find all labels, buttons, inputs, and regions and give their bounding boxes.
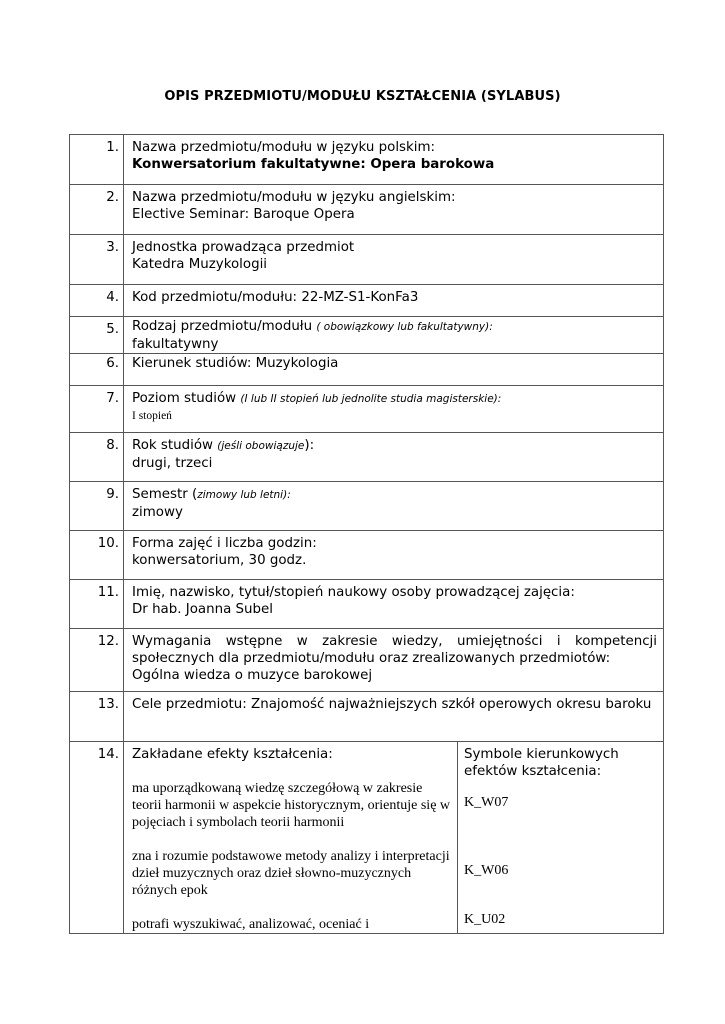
row-number: 11.	[97, 585, 119, 600]
row-number: 10.	[97, 536, 119, 551]
course-objectives: Cele przedmiotu: Znajomość najważniejszych szkół operowych okresu baroku	[132, 697, 652, 712]
row-label: Rodzaj przedmiotu/modułu	[132, 319, 313, 334]
row-number: 6.	[106, 356, 119, 371]
row-label: Jednostka prowadząca przedmiot	[132, 240, 355, 255]
table-row	[70, 235, 664, 285]
table-row	[70, 531, 664, 580]
row-number: 14.	[97, 747, 119, 762]
course-name-en: Elective Seminar: Baroque Opera	[132, 207, 355, 222]
row-label: Forma zajęć i liczba godzin:	[132, 536, 317, 551]
outcome-symbol: K_U02	[464, 912, 506, 927]
table-row	[70, 692, 664, 742]
row-label: Wymagania wstępne w zakresie wiedzy, umiejętności i kompetencji społecznych dla przedmiotu/modułu oraz zrealizowanych przedmiotów:	[132, 634, 657, 666]
row-label: Rok studiów	[132, 438, 213, 453]
study-year-value: drugi, trzeci	[132, 456, 213, 471]
row-hint: (I lub II stopień lub jednolite studia magisterskie)	[240, 393, 498, 405]
table-row	[70, 629, 664, 692]
prerequisites-value: Ogólna wiedza o muzyce barokowej	[132, 668, 373, 683]
row-label: Poziom studiów	[132, 391, 237, 406]
row-hint: zimowy lub letni)	[197, 489, 288, 501]
syllabus-table	[69, 134, 664, 934]
course-name-pl: Konwersatorium fakultatywne: Opera barokowa	[132, 157, 495, 172]
table-row	[70, 185, 664, 235]
outcome-symbol: K_W06	[464, 863, 509, 878]
study-level-value: I stopień	[132, 410, 172, 422]
document-title: OPIS PRZEDMIOTU/MODUŁU KSZTAŁCENIA (SYLABUS)	[164, 89, 561, 104]
outcome-symbols-cell	[458, 742, 664, 934]
row-number: 7.	[106, 391, 119, 406]
row-number: 3.	[106, 240, 119, 255]
table-row: 7. Poziom studiów (I lub II stopień lub jednolite studia magisterskie): I stopień	[70, 386, 664, 433]
field-of-study: Kierunek studiów: Muzykologia	[132, 356, 339, 371]
table-row: 8. Rok studiów (jeśli obowiązuje): drugi, trzeci	[70, 433, 664, 482]
semester-value: zimowy	[132, 505, 183, 520]
class-form-value: konwersatorium, 30 godz.	[132, 553, 307, 568]
learning-outcomes-cell	[124, 742, 458, 934]
row-label: Imię, nazwisko, tytuł/stopień naukowy osoby prowadzącej zajęcia:	[132, 585, 575, 600]
row-hint: ( obowiązkowy lub fakultatywny)	[316, 321, 490, 333]
table-row	[70, 354, 664, 386]
learning-outcome-item: potrafi wyszukiwać, analizować, oceniać i	[132, 917, 370, 932]
outcome-symbol: K_W07	[464, 795, 509, 810]
learning-outcome-item: ma uporządkowaną wiedzę szczegółową w zakresie teorii harmonii w aspekcie historycznym, orientuje się w pojęciach i symbolach teorii harmonii	[132, 781, 451, 830]
row-number: 9.	[106, 487, 119, 502]
row-hint: (jeśli obowiązuje	[217, 440, 305, 452]
row-number: 1.	[106, 140, 119, 155]
table-row: 5. Rodzaj przedmiotu/modułu ( obowiązkowy lub fakultatywny): fakultatywny	[70, 317, 664, 354]
instructor-value: Dr hab. Joanna Subel	[132, 602, 274, 617]
table-row	[70, 285, 664, 317]
table-row: 9. Semestr (zimowy lub letni): zimowy	[70, 482, 664, 531]
row-number: 13.	[97, 697, 119, 712]
row-label: Nazwa przedmiotu/modułu w języku polskim:	[132, 140, 436, 155]
department-value: Katedra Muzykologii	[132, 257, 268, 272]
row-label: Nazwa przedmiotu/modułu w języku angielskim:	[132, 190, 456, 205]
table-row	[70, 742, 664, 934]
table-row	[70, 580, 664, 629]
course-code: Kod przedmiotu/modułu: 22-MZ-S1-KonFa3	[132, 290, 419, 305]
row-number: 4.	[106, 290, 119, 305]
symbols-header: Symbole kierunkowych efektów kształcenia:	[464, 747, 619, 779]
table-row	[70, 135, 664, 185]
learning-outcome-item: zna i rozumie podstawowe metody analizy i interpretacji dzieł muzycznych oraz dzieł słowno-muzycznych różnych epok	[132, 849, 450, 898]
row-number: 5.	[106, 322, 119, 337]
row-label: Semestr (	[132, 487, 198, 502]
row-number: 8.	[106, 438, 119, 453]
row-number: 12.	[97, 634, 119, 649]
course-type-value: fakultatywny	[132, 337, 219, 352]
row-number: 2.	[106, 190, 119, 205]
learning-outcomes-header: Zakładane efekty kształcenia:	[132, 747, 333, 762]
